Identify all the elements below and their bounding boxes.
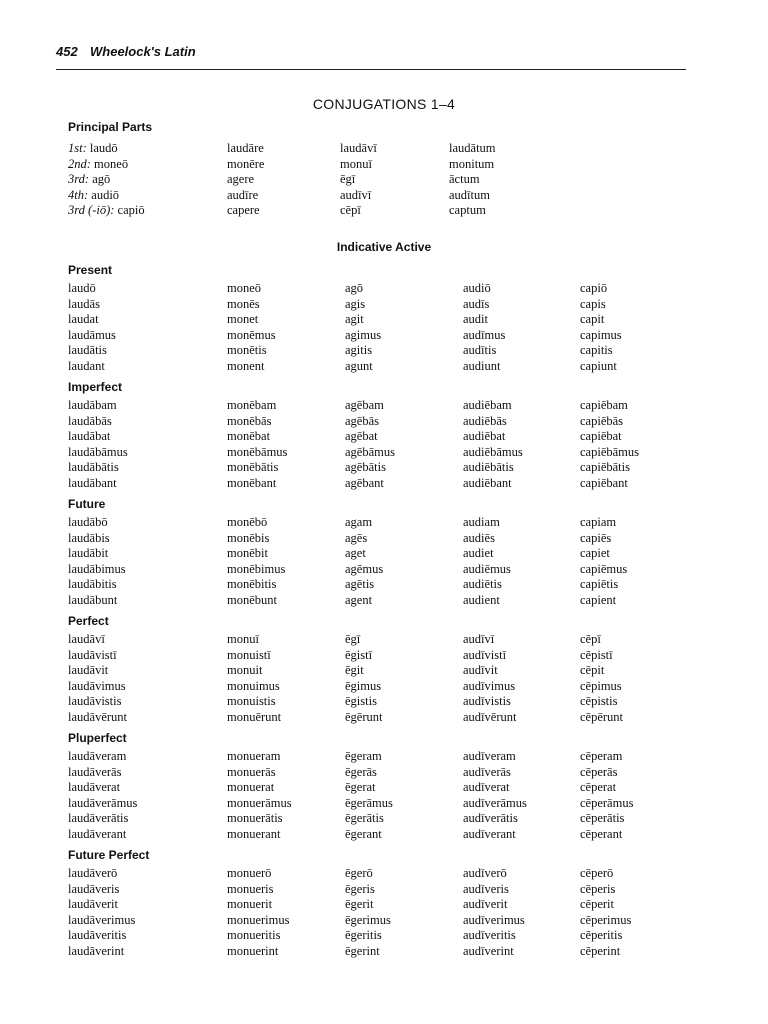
fourth-conjugation-form: audīverās	[463, 764, 511, 779]
third-io-conjugation-form: capiēbam	[580, 398, 628, 412]
second-conjugation-form: monuistī	[227, 647, 271, 662]
second-conjugation-form: moneō	[227, 281, 262, 295]
third-io-conjugation-form: capiēbāmus	[580, 444, 640, 459]
third-io-conjugation-form: cēperāmus	[580, 795, 634, 810]
third-io-conjugation-form: capiēbat	[580, 429, 622, 443]
first-conjugation-form: laudābant	[68, 475, 117, 490]
third-io-conjugation-form: cēpistī	[580, 647, 613, 662]
third-conjugation-form: agam	[345, 515, 373, 529]
first-conjugation-form: laudābō	[68, 515, 108, 529]
third-conjugation-form: ēgī	[345, 632, 361, 646]
fourth-conjugation-form: audīverimus	[463, 912, 525, 927]
second-conjugation-form: monuerit	[227, 897, 273, 911]
principal-part-1: audiō	[91, 187, 120, 202]
fourth-conjugation-form: audīs	[463, 296, 490, 311]
first-conjugation-form: laudāverāmus	[68, 795, 138, 810]
third-io-conjugation-form: capiet	[580, 546, 610, 560]
principal-parts-row	[0, 157, 768, 173]
tense-heading-pluperfect: Pluperfect	[68, 731, 127, 745]
principal-part-1: moneō	[94, 156, 129, 171]
third-io-conjugation-form: cēperās	[580, 764, 618, 779]
first-conjugation-form: laudant	[68, 358, 105, 373]
second-conjugation-form: monēs	[227, 296, 260, 311]
third-conjugation-form: agit	[345, 312, 364, 326]
third-io-conjugation-form: cēpī	[580, 632, 601, 646]
first-conjugation-form: laudāveris	[68, 881, 120, 896]
third-io-conjugation-form: cēperint	[580, 943, 621, 958]
conjugation-row-future	[0, 546, 768, 562]
principal-parts-row	[0, 172, 768, 188]
third-conjugation-form: ēgeris	[345, 881, 375, 896]
second-conjugation-form: monuerint	[227, 943, 279, 958]
second-conjugation-form: monet	[227, 312, 259, 326]
second-conjugation-form: monēbit	[227, 546, 268, 560]
first-conjugation-form: laudābam	[68, 398, 117, 412]
fourth-conjugation-form: audiēbat	[463, 429, 506, 443]
third-io-conjugation-form: cēpērunt	[580, 709, 624, 724]
third-io-conjugation-form: capit	[580, 312, 605, 326]
third-conjugation-form: agent	[345, 592, 373, 607]
second-conjugation-form: monent	[227, 358, 265, 373]
second-conjugation-form: monueris	[227, 881, 274, 896]
principal-part-2: monēre	[227, 156, 265, 171]
fourth-conjugation-form: audiēs	[463, 530, 495, 545]
fourth-conjugation-form: audiet	[463, 546, 494, 560]
third-io-conjugation-form: cēperō	[580, 866, 614, 880]
second-conjugation-form: monētis	[227, 343, 267, 357]
third-conjugation-form: agēbant	[345, 475, 384, 490]
third-conjugation-form: agēbātis	[345, 460, 386, 474]
third-conjugation-form: agēbāmus	[345, 444, 395, 459]
conjugation-row-imperfect	[0, 460, 768, 476]
first-conjugation-form: laudāvistis	[68, 694, 122, 708]
conjugation-row-future-perfect	[0, 928, 768, 944]
conjugation-row-future-perfect	[0, 944, 768, 960]
fourth-conjugation-form: audīvī	[463, 632, 495, 646]
principal-part-2: audīre	[227, 187, 259, 202]
fourth-conjugation-form: audiēmus	[463, 561, 511, 576]
third-conjugation-form: aget	[345, 546, 366, 560]
second-conjugation-form: monueram	[227, 749, 281, 763]
third-conjugation-form: agimus	[345, 327, 382, 342]
running-header	[56, 44, 686, 70]
principal-part-4: monitum	[449, 156, 495, 171]
tense-heading-present: Present	[68, 263, 113, 277]
first-conjugation-form: laudat	[68, 312, 99, 326]
third-conjugation-form: agēbat	[345, 429, 378, 443]
conjugation-row-future-perfect	[0, 866, 768, 882]
first-conjugation-form: laudāvistī	[68, 647, 117, 662]
first-conjugation-form: laudās	[68, 296, 100, 311]
third-io-conjugation-form: cēperimus	[580, 912, 632, 927]
conjugation-row-present	[0, 328, 768, 344]
third-conjugation-form: agō	[345, 281, 364, 295]
conjugation-row-perfect	[0, 648, 768, 664]
tense-heading-perfect: Perfect	[68, 614, 109, 628]
third-conjugation-form: ēgerō	[345, 866, 373, 880]
principal-parts-row	[0, 203, 768, 219]
conjugation-row-present	[0, 359, 768, 375]
first-conjugation-form: laudāverō	[68, 866, 118, 880]
third-io-conjugation-form: cēperat	[580, 780, 617, 794]
third-conjugation-form: agunt	[345, 358, 373, 373]
fourth-conjugation-form: audiēbās	[463, 413, 507, 428]
third-io-conjugation-form: capis	[580, 296, 606, 311]
second-conjugation-form: monuimus	[227, 678, 280, 693]
principal-part-2: capere	[227, 203, 260, 217]
tense-heading-future-perfect: Future Perfect	[68, 848, 150, 862]
third-io-conjugation-form: capiō	[580, 281, 608, 295]
fourth-conjugation-form: audiam	[463, 515, 500, 529]
principal-parts-row	[0, 188, 768, 204]
conjugation-row-future	[0, 577, 768, 593]
first-conjugation-form: laudāveram	[68, 749, 127, 763]
third-conjugation-form: agēs	[345, 530, 368, 545]
third-conjugation-form: agitis	[345, 343, 373, 357]
principal-part-3: ēgī	[340, 172, 356, 186]
third-conjugation-form: ēgerant	[345, 826, 382, 841]
fourth-conjugation-form: audīvistis	[463, 694, 511, 708]
conjugation-row-imperfect	[0, 414, 768, 430]
third-io-conjugation-form: capiēs	[580, 530, 612, 545]
third-conjugation-form: agēmus	[345, 561, 384, 576]
third-conjugation-form: agēbam	[345, 398, 384, 412]
second-conjugation-form: monuerō	[227, 866, 272, 880]
first-conjugation-form: laudāverint	[68, 943, 125, 958]
page-number: 452	[56, 44, 78, 59]
fourth-conjugation-form: audīveritis	[463, 928, 516, 942]
conjugation-row-pluperfect	[0, 780, 768, 796]
principal-part-4: audītum	[449, 187, 490, 202]
first-conjugation-form: laudāverant	[68, 826, 127, 841]
first-conjugation-form: laudāvērunt	[68, 709, 128, 724]
conjugation-row-future	[0, 593, 768, 609]
first-conjugation-form: laudābis	[68, 530, 110, 545]
fourth-conjugation-form: audiunt	[463, 358, 501, 373]
conjugation-row-future-perfect	[0, 913, 768, 929]
conjugation-row-perfect	[0, 694, 768, 710]
third-conjugation-form: ēgeritis	[345, 928, 382, 942]
second-conjugation-form: monuerant	[227, 826, 281, 841]
conjugation-row-imperfect	[0, 398, 768, 414]
second-conjugation-form: monēmus	[227, 327, 276, 342]
first-conjugation-form: laudāverās	[68, 764, 122, 779]
fourth-conjugation-form: audīvērunt	[463, 709, 517, 724]
principal-part-2: agere	[227, 172, 255, 186]
principal-part-1: laudō	[89, 141, 118, 155]
page-title: CONJUGATIONS 1–4	[312, 96, 456, 112]
second-conjugation-form: monuerātis	[227, 811, 283, 825]
conjugation-row-future-perfect	[0, 897, 768, 913]
conjugation-label: 4th:	[68, 187, 89, 202]
third-conjugation-form: ēgerās	[345, 764, 377, 779]
conjugation-row-imperfect	[0, 445, 768, 461]
conjugation-row-future	[0, 531, 768, 547]
principal-part-3: laudāvī	[340, 141, 377, 155]
first-conjugation-form: laudāverat	[68, 780, 121, 794]
third-conjugation-form: ēgistī	[345, 647, 373, 662]
first-conjugation-form: laudāverimus	[68, 912, 136, 927]
principal-part-1: agō	[92, 172, 111, 186]
third-io-conjugation-form: capiēbant	[580, 475, 628, 490]
conjugation-row-perfect	[0, 632, 768, 648]
third-conjugation-form: ēgeram	[345, 749, 382, 763]
first-conjugation-form: laudāvit	[68, 663, 109, 677]
conjugation-row-pluperfect	[0, 811, 768, 827]
third-conjugation-form: ēgerint	[345, 943, 380, 958]
conjugation-label: 2nd:	[68, 156, 91, 171]
second-conjugation-form: monēbitis	[227, 577, 277, 591]
fourth-conjugation-form: audiēbant	[463, 475, 512, 490]
third-io-conjugation-form: capient	[580, 592, 617, 607]
second-conjugation-form: monēbunt	[227, 592, 277, 607]
first-conjugation-form: laudāmus	[68, 327, 116, 342]
second-conjugation-form: monuerāmus	[227, 795, 292, 810]
first-conjugation-form: laudābātis	[68, 460, 119, 474]
third-conjugation-form: ēgerit	[345, 897, 374, 911]
first-conjugation-form: laudāvimus	[68, 678, 126, 693]
first-conjugation-form: laudābunt	[68, 592, 118, 607]
third-conjugation-form: ēgērunt	[345, 709, 383, 724]
third-io-conjugation-form: capiunt	[580, 358, 617, 373]
second-conjugation-form: monuerimus	[227, 912, 290, 927]
principal-part-4: laudātum	[449, 141, 496, 155]
third-io-conjugation-form: cēpistis	[580, 694, 618, 708]
third-io-conjugation-form: cēperis	[580, 881, 616, 896]
header-rule	[56, 69, 686, 70]
third-conjugation-form: ēgerimus	[345, 912, 391, 927]
conjugation-row-perfect	[0, 679, 768, 695]
second-conjugation-form: monuit	[227, 663, 263, 677]
fourth-conjugation-form: audīvit	[463, 663, 498, 677]
fourth-conjugation-form: audīverātis	[463, 811, 518, 825]
principal-part-3: monuī	[340, 156, 372, 171]
third-io-conjugation-form: cēperātis	[580, 811, 625, 825]
third-io-conjugation-form: capiētis	[580, 577, 619, 591]
third-io-conjugation-form: cēperit	[580, 897, 615, 911]
second-conjugation-form: monuī	[227, 632, 259, 646]
second-conjugation-form: monēbātis	[227, 460, 279, 474]
tense-heading-future: Future	[68, 497, 106, 511]
second-conjugation-form: monuērunt	[227, 709, 282, 724]
third-conjugation-form: ēgit	[345, 663, 364, 677]
third-io-conjugation-form: capitis	[580, 343, 613, 357]
principal-part-3: audīvī	[340, 187, 372, 202]
principal-part-2: laudāre	[227, 141, 264, 155]
third-conjugation-form: ēgerāmus	[345, 795, 393, 810]
first-conjugation-form: laudābat	[68, 429, 111, 443]
conjugation-label: 3rd:	[68, 172, 90, 186]
first-conjugation-form: laudāveritis	[68, 928, 127, 942]
conjugation-row-perfect	[0, 710, 768, 726]
principal-part-4: āctum	[449, 172, 480, 186]
third-io-conjugation-form: capiēbātis	[580, 460, 630, 474]
fourth-conjugation-form: audīvimus	[463, 678, 516, 693]
tense-heading-imperfect: Imperfect	[68, 380, 123, 394]
fourth-conjugation-form: audiō	[463, 281, 491, 295]
second-conjugation-form: monēbās	[227, 413, 272, 428]
first-conjugation-form: laudātis	[68, 343, 107, 357]
indicative-active-heading: Indicative Active	[336, 240, 432, 254]
conjugation-row-present	[0, 281, 768, 297]
conjugation-row-present	[0, 312, 768, 328]
third-conjugation-form: ēgerat	[345, 780, 376, 794]
conjugation-row-future-perfect	[0, 882, 768, 898]
second-conjugation-form: monuerās	[227, 764, 276, 779]
first-conjugation-form: laudābāmus	[68, 444, 128, 459]
second-conjugation-form: monēbō	[227, 515, 268, 529]
third-io-conjugation-form: cēperant	[580, 826, 623, 841]
conjugation-row-pluperfect	[0, 749, 768, 765]
fourth-conjugation-form: audīverant	[463, 826, 516, 841]
second-conjugation-form: monēbam	[227, 398, 277, 412]
first-conjugation-form: laudābit	[68, 546, 109, 560]
second-conjugation-form: monēbat	[227, 429, 271, 443]
second-conjugation-form: monueritis	[227, 928, 281, 942]
second-conjugation-form: monēbimus	[227, 561, 286, 576]
third-conjugation-form: agētis	[345, 577, 375, 591]
conjugation-label: 1st:	[68, 141, 87, 155]
fourth-conjugation-form: audīverit	[463, 897, 508, 911]
second-conjugation-form: monuerat	[227, 780, 275, 794]
first-conjugation-form: laudō	[68, 281, 96, 295]
fourth-conjugation-form: audiēbātis	[463, 460, 514, 474]
fourth-conjugation-form: audīveram	[463, 749, 516, 763]
third-io-conjugation-form: capiēmus	[580, 561, 628, 576]
first-conjugation-form: laudābās	[68, 413, 112, 428]
conjugation-row-imperfect	[0, 429, 768, 445]
third-io-conjugation-form: cēperitis	[580, 928, 623, 942]
conjugation-row-future	[0, 515, 768, 531]
fourth-conjugation-form: audiēbam	[463, 398, 512, 412]
third-conjugation-form: ēgistis	[345, 694, 377, 708]
fourth-conjugation-form: audīmus	[463, 327, 506, 342]
second-conjugation-form: monēbis	[227, 530, 270, 545]
third-conjugation-form: agēbās	[345, 413, 380, 428]
third-io-conjugation-form: cēpimus	[580, 678, 622, 693]
first-conjugation-form: laudābitis	[68, 577, 117, 591]
fourth-conjugation-form: audīveris	[463, 881, 509, 896]
fourth-conjugation-form: audient	[463, 592, 500, 607]
first-conjugation-form: laudāverit	[68, 897, 118, 911]
fourth-conjugation-form: audīverint	[463, 943, 514, 958]
third-io-conjugation-form: cēpit	[580, 663, 605, 677]
fourth-conjugation-form: audīverō	[463, 866, 507, 880]
conjugation-row-imperfect	[0, 476, 768, 492]
book-title: Wheelock's Latin	[90, 44, 196, 59]
first-conjugation-form: laudābimus	[68, 561, 126, 576]
third-io-conjugation-form: cēperam	[580, 749, 623, 763]
principal-part-1: capiō	[117, 203, 145, 217]
third-io-conjugation-form: capiēbās	[580, 413, 624, 428]
third-io-conjugation-form: capimus	[580, 327, 622, 342]
fourth-conjugation-form: audiētis	[463, 577, 502, 591]
fourth-conjugation-form: audīverāmus	[463, 795, 527, 810]
fourth-conjugation-form: audīvistī	[463, 647, 507, 662]
fourth-conjugation-form: audīverat	[463, 780, 510, 794]
conjugation-row-present	[0, 343, 768, 359]
conjugation-label: 3rd (-iō):	[68, 203, 115, 217]
fourth-conjugation-form: audītis	[463, 343, 497, 357]
fourth-conjugation-form: audit	[463, 312, 488, 326]
principal-part-4: captum	[449, 203, 486, 217]
first-conjugation-form: laudāvī	[68, 632, 105, 646]
principal-part-3: cēpī	[340, 203, 361, 217]
conjugation-row-present	[0, 297, 768, 313]
third-conjugation-form: agis	[345, 296, 366, 311]
second-conjugation-form: monēbāmus	[227, 444, 288, 459]
third-io-conjugation-form: capiam	[580, 515, 617, 529]
principal-parts-heading: Principal Parts	[68, 120, 153, 134]
third-conjugation-form: ēgimus	[345, 678, 382, 693]
conjugation-row-pluperfect	[0, 765, 768, 781]
first-conjugation-form: laudāverātis	[68, 811, 129, 825]
conjugation-row-perfect	[0, 663, 768, 679]
fourth-conjugation-form: audiēbāmus	[463, 444, 523, 459]
conjugation-row-pluperfect	[0, 796, 768, 812]
third-conjugation-form: ēgerātis	[345, 811, 384, 825]
second-conjugation-form: monēbant	[227, 475, 277, 490]
conjugation-row-future	[0, 562, 768, 578]
second-conjugation-form: monuistis	[227, 694, 276, 708]
principal-parts-row	[0, 141, 768, 157]
conjugation-row-pluperfect	[0, 827, 768, 843]
